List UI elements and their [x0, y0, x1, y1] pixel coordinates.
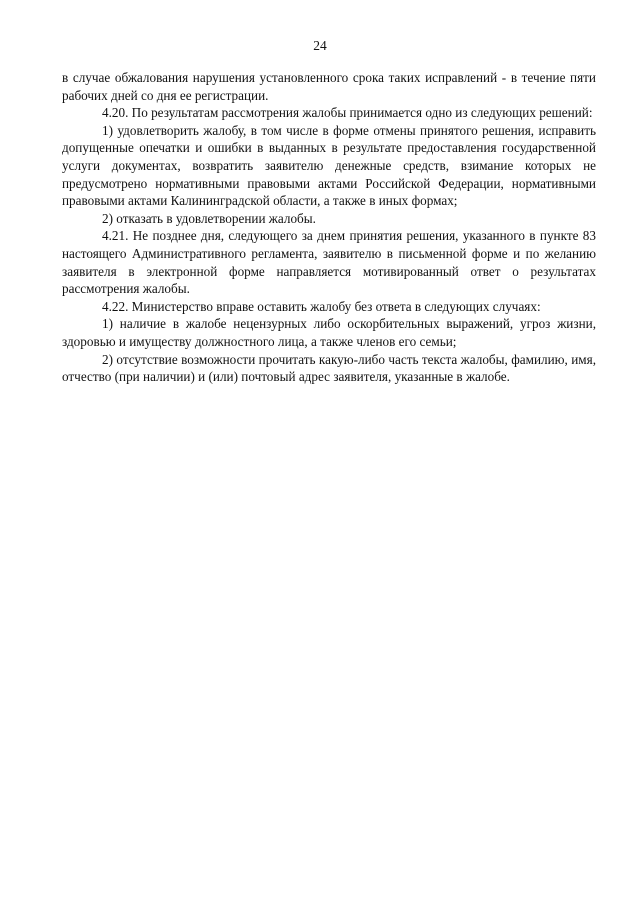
- paragraph-4-21: 4.21. Не позднее дня, следующего за днем принятия решения, указанного в пункте 83 настоящего Административного регламента, заявителю в письменной форме и по желанию заявителя в электронной форме направляется мотивированный ответ о результатах рассмотрения жалобы.: [62, 228, 596, 297]
- paragraph-4-22: 4.22. Министерство вправе оставить жалобу без ответа в следующих случаях:: [102, 298, 541, 314]
- paragraph-4-20: 4.20. По результатам рассмотрения жалобы принимается одно из следующих решений:: [102, 105, 593, 121]
- paragraph-case-2: 2) отсутствие возможности прочитать какую-либо часть текста жалобы, фамилию, имя, отчество (при наличии) и (или) почтовый адрес заявителя, указанные в жалобе.: [62, 351, 596, 385]
- paragraph-decision-1: 1) удовлетворить жалобу, в том числе в форме отмены принятого решения, исправить допущенные опечатки и ошибки в выданных в результате предоставления государственной услуги документах, возвратить заявителю денежные средств, взимание которых не предусмотрено нормативными правовыми актами Российской Федерации, нормативными правовыми актами Калининградской области, а также в иных формах;: [62, 122, 596, 209]
- paragraph-decision-2: 2) отказать в удовлетворении жалобы.: [102, 210, 316, 226]
- paragraph-continuation: в случае обжалования нарушения установленного срока таких исправлений - в течение пяти рабочих дней со дня ее регистрации.: [62, 70, 596, 103]
- paragraph-case-1: 1) наличие в жалобе нецензурных либо оскорбительных выражений, угроз жизни, здоровью и имуществу должностного лица, а также членов его семьи;: [62, 316, 596, 349]
- page-number: 24: [313, 38, 327, 53]
- document-body: [62, 69, 596, 386]
